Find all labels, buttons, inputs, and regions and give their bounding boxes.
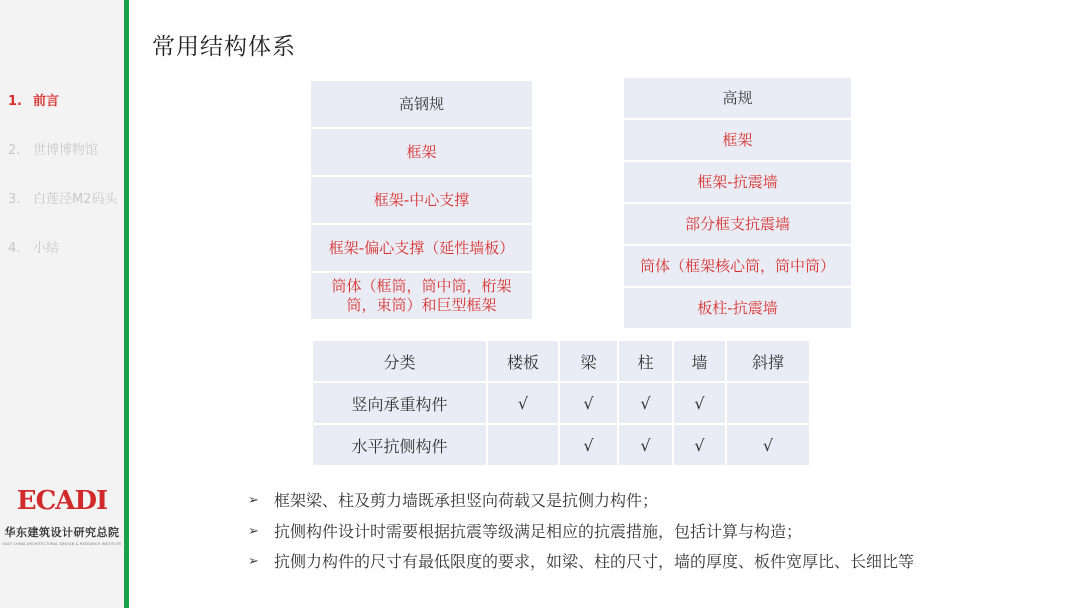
logo-mark: ECADI	[16, 486, 108, 516]
sidebar-item-label: 前言	[33, 94, 60, 109]
check-mark: √	[727, 425, 809, 465]
highrise-system-item: 框架-抗震墙	[624, 162, 851, 202]
sidebar-item-label: 小结	[33, 241, 60, 256]
sidebar-item-expo-museum[interactable]	[8, 141, 133, 190]
table-header-row	[313, 341, 809, 381]
arrow-bullet-icon: ➢	[248, 493, 259, 508]
check-mark: √	[619, 383, 672, 423]
steel-code-header: 高钢规	[311, 81, 532, 127]
table-header-cell: 梁	[560, 341, 617, 381]
sidebar-divider	[124, 0, 129, 608]
check-mark: √	[560, 425, 617, 465]
row-label: 竖向承重构件	[313, 383, 486, 423]
sidebar-nav	[8, 92, 133, 288]
list-item	[248, 552, 914, 572]
steel-system-item: 框架-中心支撑	[311, 177, 532, 223]
sidebar-item-preface[interactable]	[8, 92, 133, 141]
sidebar-item-number: 4.	[8, 241, 21, 256]
steel-system-item: 框架-偏心支撑（延性墙板）	[311, 225, 532, 271]
table-row	[313, 425, 809, 465]
highrise-system-item: 框架	[624, 120, 851, 160]
arrow-bullet-icon: ➢	[248, 554, 259, 569]
highrise-system-item: 筒体（框架核心筒，筒中筒）	[624, 246, 851, 286]
highrise-code-systems-box	[624, 78, 851, 328]
check-mark: √	[619, 425, 672, 465]
table-header-cell: 柱	[619, 341, 672, 381]
page-title: 常用结构体系	[152, 34, 296, 60]
sidebar-item-number: 1.	[8, 94, 22, 109]
logo-chinese-name: 华东建筑设计研究总院	[4, 526, 120, 539]
component-classification-table	[311, 339, 811, 467]
highrise-system-item: 板柱-抗震墙	[624, 288, 851, 328]
bullet-text: 框架梁、柱及剪力墙既承担竖向荷载又是抗侧力构件；	[274, 491, 659, 510]
steel-system-item: 框架	[311, 129, 532, 175]
steel-system-item: 筒体（框筒，筒中筒，桁架筒，束筒）和巨型框架	[311, 273, 532, 319]
sidebar-item-label: 白莲泾M2码头	[33, 192, 118, 207]
check-mark: √	[560, 383, 617, 423]
steel-code-systems-box	[311, 81, 532, 319]
ecadi-logo	[0, 486, 124, 546]
check-mark	[488, 425, 558, 465]
bullet-text: 抗侧力构件的尺寸有最低限度的要求，如梁、柱的尺寸，墙的厚度、板件宽厚比、长细比等	[274, 552, 915, 571]
highrise-system-item: 部分框支抗震墙	[624, 204, 851, 244]
bullet-text: 抗侧构件设计时需要根据抗震等级满足相应的抗震措施，包括计算与构造；	[274, 521, 803, 541]
table-header-cell: 分类	[313, 341, 486, 381]
highrise-code-header: 高规	[624, 78, 851, 118]
check-mark: √	[674, 425, 725, 465]
bullet-list	[248, 491, 914, 583]
check-mark	[727, 383, 809, 423]
logo-english-name: EAST CHINA ARCHITECTURAL DESIGN & RESEARCH INSTITUTE	[2, 542, 122, 546]
sidebar-item-number: 2.	[8, 143, 21, 158]
table-header-cell: 楼板	[488, 341, 558, 381]
list-item	[248, 522, 914, 542]
sidebar-item-label: 世博博物馆	[33, 143, 99, 158]
sidebar-item-summary[interactable]	[8, 239, 133, 288]
sidebar-item-bailianjing-pier[interactable]	[8, 190, 133, 239]
arrow-bullet-icon: ➢	[248, 523, 259, 539]
table-header-cell: 墙	[674, 341, 725, 381]
sidebar	[0, 0, 124, 608]
sidebar-item-number: 3.	[8, 192, 21, 207]
table-header-cell: 斜撑	[727, 341, 809, 381]
check-mark: √	[674, 383, 725, 423]
table-row	[313, 383, 809, 423]
check-mark: √	[488, 383, 558, 423]
row-label: 水平抗侧构件	[313, 425, 486, 465]
list-item	[248, 491, 914, 511]
